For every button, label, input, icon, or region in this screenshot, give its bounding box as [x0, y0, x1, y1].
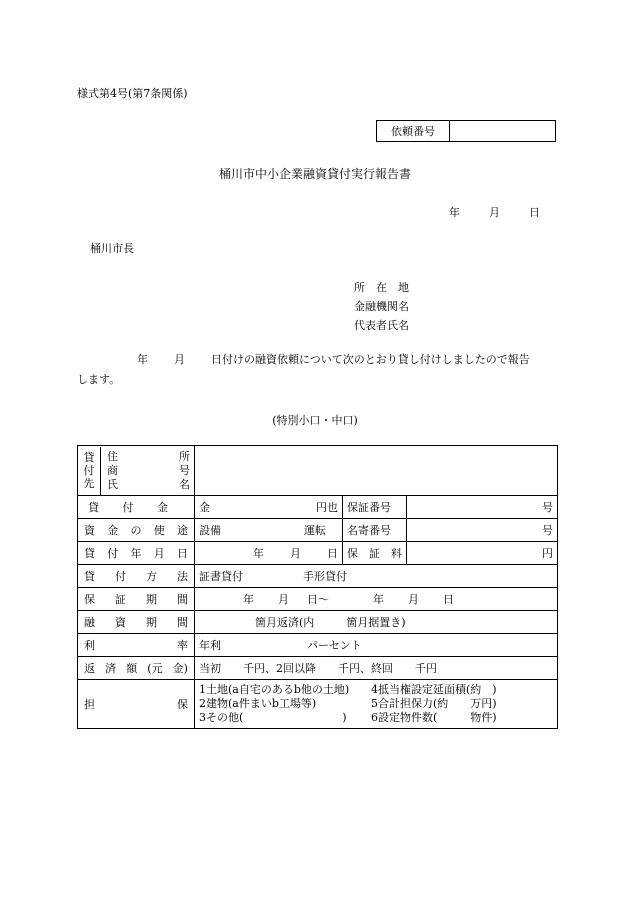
report-date	[449, 204, 540, 220]
document-title: 桶川市中小企業融資貸付実行報告書	[218, 167, 411, 181]
body-year: 年	[137, 353, 148, 366]
loan-report-table	[77, 445, 558, 729]
loan-date-field[interactable]: 年 月 日	[195, 542, 343, 565]
date-year: 年	[449, 206, 460, 219]
sender-representative-label: 代表者氏名	[354, 319, 409, 332]
financing-period-label: 融 資 期 間	[78, 611, 195, 634]
guarantee-fee-field[interactable]: 円	[407, 542, 558, 565]
collateral-label: 担 保	[78, 680, 195, 729]
addressee: 桶川市長	[90, 242, 134, 255]
interest-rate-label: 利 率	[78, 634, 195, 657]
loan-method-label: 貸 付 方 法	[78, 565, 195, 588]
sender-address-label: 所 在 地	[354, 281, 409, 294]
borrower-value-field[interactable]	[195, 446, 558, 496]
repayment-field[interactable]: 当初 千円、2回以降 千円、終回 千円	[195, 657, 558, 680]
purpose-label: 資 金 の 使 途	[78, 519, 195, 542]
body-line2: します。	[77, 373, 121, 386]
financing-period-field[interactable]: 箇月返済(内 箇月据置き)	[195, 611, 558, 634]
borrower-side-label: 貸 付 先	[83, 451, 95, 490]
request-number-box	[376, 120, 556, 142]
body-line1: 日付けの融資依頼について次のとおり貸し付けしましたので報告	[211, 353, 530, 366]
request-number-field[interactable]	[450, 121, 556, 142]
interest-rate-field[interactable]: 年利 パーセント	[195, 634, 558, 657]
purpose-field[interactable]: 設備 運転	[195, 519, 343, 542]
date-day: 日	[529, 206, 540, 219]
guarantee-fee-label: 保 証 料	[343, 542, 407, 565]
borrower-sub-labels: 住 所 商 号 氏 名	[107, 449, 190, 491]
guarantee-period-label: 保 証 期 間	[78, 588, 195, 611]
loan-category: (特別小口・中口)	[272, 414, 358, 427]
loan-method-field[interactable]: 証書貸付 手形貸付	[195, 565, 558, 588]
sender-institution-label: 金融機関名	[354, 300, 409, 313]
collateral-field[interactable]: 1土地(a自宅のあるb他の土地) 4抵当権設定延面積(約 ) 2建物(a件まいb工場等) 5合計担保力(約 万円) 3その他( ) 6設定物件数( 物件)	[195, 680, 558, 729]
loan-amount-field[interactable]: 金 円也	[195, 496, 343, 519]
guarantee-number-field[interactable]: 号	[407, 496, 558, 519]
loan-date-label: 貸 付 年 月 日	[78, 542, 195, 565]
guarantee-period-field[interactable]: 年 月 日〜 年 月 日	[195, 588, 558, 611]
loan-amount-label: 貸 付 金	[78, 496, 195, 519]
date-month: 月	[489, 206, 500, 219]
repayment-label: 返 済 額 (元 金)	[78, 657, 195, 680]
request-number-label: 依頼番号	[377, 121, 450, 142]
borrower-label-cell	[78, 446, 195, 496]
registry-number-label: 名寄番号	[343, 519, 407, 542]
body-month: 月	[174, 353, 185, 366]
guarantee-number-label: 保証番号	[343, 496, 407, 519]
registry-number-field[interactable]: 号	[407, 519, 558, 542]
body-text	[77, 350, 557, 390]
form-number: 様式第4号(第7条関係)	[77, 87, 188, 100]
